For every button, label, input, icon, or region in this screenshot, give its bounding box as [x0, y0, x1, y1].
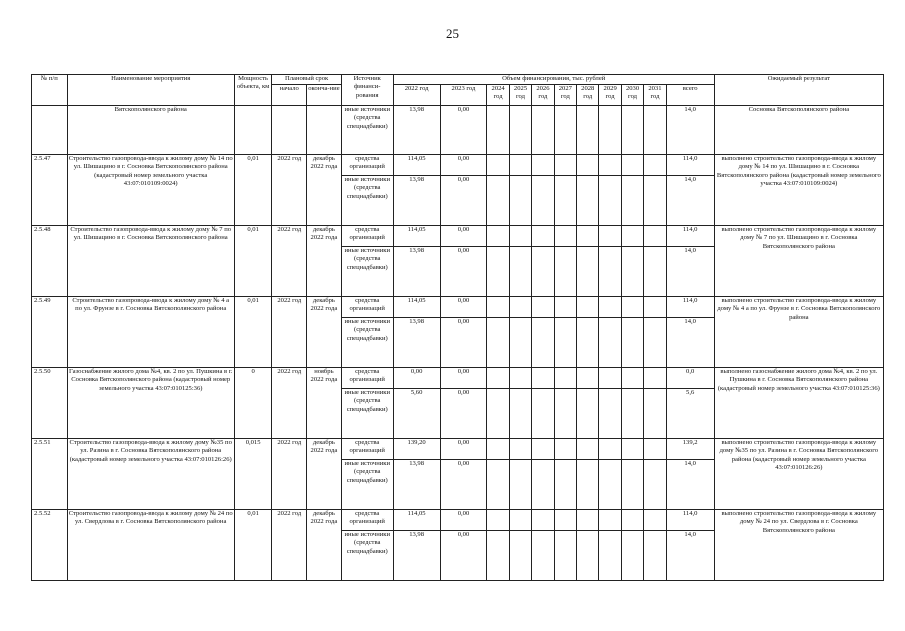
source-organizations: средства организаций	[341, 439, 393, 460]
funding-2022: 114,05	[393, 155, 440, 176]
expected-result: выполнено строительство газопровода-ввода к жилому дому № 14 по ул. Шишацино в г. Сосновка Вятскополянского района (кадастровый номер земельного участка 43:07:010109:0024)	[714, 155, 883, 226]
source-organizations: средства организаций	[341, 297, 393, 318]
capacity-value: 0,01	[234, 226, 272, 297]
funding-total: 14,0	[666, 176, 714, 226]
source-other: иные источники (средства спецнадбавки)	[341, 247, 393, 297]
expected-result: выполнено строительство газопровода-ввода к жилому дому № 7 по ул. Шишацино в г. Сосновка Вятскополянского района	[714, 226, 883, 297]
row-number: 2.5.51	[32, 439, 68, 510]
table-row	[32, 226, 884, 247]
continuation-2022: 13,98	[393, 106, 440, 155]
header-year: 2023 год	[440, 85, 487, 106]
funding-total: 114,0	[666, 226, 714, 247]
header-result: Ожидаемый результат	[714, 75, 883, 106]
table-row	[32, 155, 884, 176]
funding-total: 114,0	[666, 155, 714, 176]
measure-name: Строительство газопровода-ввода к жилому дому № 7 по ул. Шишацино в г. Сосновка Вятскополянского района	[67, 226, 234, 297]
funding-2023: 0,00	[440, 176, 487, 226]
end-term: декабрь 2022 года	[307, 297, 342, 368]
measure-name: Строительство газопровода-ввода к жилому дому № 14 по ул. Шишацино в г. Сосновка Вятскополянского района (кадастровый номер земельного участка 43:07:010109:0024)	[67, 155, 234, 226]
funding-table	[31, 74, 884, 581]
funding-2022: 13,98	[393, 318, 440, 368]
end-term: декабрь 2022 года	[307, 155, 342, 226]
funding-2023: 0,00	[440, 297, 487, 318]
continuation-source: иные источники (средства спецнадбавки)	[341, 106, 393, 155]
start-term: 2022 год	[272, 155, 307, 226]
header-year: 2025 год	[509, 85, 531, 106]
row-number: 2.5.49	[32, 297, 68, 368]
expected-result: выполнено строительство газопровода-ввода к жилому дому № 24 по ул. Свердлова в г. Сосновка Вятскополянского района	[714, 510, 883, 581]
funding-2022: 13,98	[393, 247, 440, 297]
funding-2022: 13,98	[393, 460, 440, 510]
funding-2023: 0,00	[440, 226, 487, 247]
table-row	[32, 439, 884, 460]
row-number: 2.5.48	[32, 226, 68, 297]
source-other: иные источники (средства спецнадбавки)	[341, 176, 393, 226]
start-term: 2022 год	[272, 368, 307, 439]
row-number: 2.5.52	[32, 510, 68, 581]
funding-2022: 139,20	[393, 439, 440, 460]
expected-result: выполнено строительство газопровода-ввода к жилому дому № 4 а по ул. Фрунзе в г. Сосновка Вятскополянского района	[714, 297, 883, 368]
funding-2023: 0,00	[440, 510, 487, 531]
capacity-value: 0,01	[234, 510, 272, 581]
end-term: декабрь 2022 года	[307, 226, 342, 297]
funding-2022: 13,98	[393, 176, 440, 226]
measure-name: Строительство газопровода-ввода к жилому дому № 4 а по ул. Фрунзе в г. Сосновка Вятскополянского района	[67, 297, 234, 368]
funding-total: 139,2	[666, 439, 714, 460]
funding-2023: 0,00	[440, 389, 487, 439]
source-other: иные источники (средства спецнадбавки)	[341, 389, 393, 439]
continuation-name: Вятскополянского района	[67, 106, 234, 155]
source-other: иные источники (средства спецнадбавки)	[341, 531, 393, 581]
row-number: 2.5.47	[32, 155, 68, 226]
table-header	[32, 75, 884, 106]
start-term: 2022 год	[272, 439, 307, 510]
header-num: № п/п	[32, 75, 68, 106]
source-other: иные источники (средства спецнадбавки)	[341, 318, 393, 368]
header-source: Источник финанси-рования	[341, 75, 393, 106]
table-body	[32, 155, 884, 581]
continuation-total: 14,0	[666, 106, 714, 155]
funding-2023: 0,00	[440, 318, 487, 368]
source-other: иные источники (средства спецнадбавки)	[341, 460, 393, 510]
header-funding: Объем финансирования, тыс. рублей	[393, 75, 714, 85]
capacity-value: 0	[234, 368, 272, 439]
start-term: 2022 год	[272, 510, 307, 581]
table-row	[32, 368, 884, 389]
source-organizations: средства организаций	[341, 510, 393, 531]
funding-total: 5,6	[666, 389, 714, 439]
header-term: Плановый срок	[272, 75, 341, 85]
header-year: 2024 год	[487, 85, 509, 106]
measure-name: Строительство газопровода-ввода к жилому дому № 24 по ул. Свердлова в г. Сосновка Вятскополянского района	[67, 510, 234, 581]
header-start: начало	[272, 85, 307, 106]
funding-total: 14,0	[666, 531, 714, 581]
measure-name: Строительство газопровода-ввода к жилому дому №35 по ул. Разина в г. Сосновка Вятскополянского района (кадастровый номер земельного участка 43:07:010126:26)	[67, 439, 234, 510]
end-term: ноябрь 2022 года	[307, 368, 342, 439]
header-year: 2026 год	[532, 85, 554, 106]
funding-2022: 114,05	[393, 510, 440, 531]
header-year: 2029 год	[599, 85, 621, 106]
header-end: оконча-ние	[307, 85, 342, 106]
funding-2022: 0,00	[393, 368, 440, 389]
start-term: 2022 год	[272, 297, 307, 368]
header-year: 2030 год	[621, 85, 643, 106]
header-year: 2028 год	[577, 85, 599, 106]
end-term: декабрь 2022 года	[307, 510, 342, 581]
measure-name: Газоснабжение жилого дома №4, кв. 2 по ул. Пушкина в г. Сосновка Вятскополянского района (кадастровый номер земельного участка 43:07:010125:36)	[67, 368, 234, 439]
source-organizations: средства организаций	[341, 155, 393, 176]
continuation-row	[32, 106, 884, 155]
funding-total: 0,0	[666, 368, 714, 389]
funding-2023: 0,00	[440, 439, 487, 460]
page-number: 25	[446, 26, 459, 41]
funding-total: 14,0	[666, 318, 714, 368]
funding-2023: 0,00	[440, 460, 487, 510]
funding-2023: 0,00	[440, 368, 487, 389]
table-row	[32, 510, 884, 531]
table-row	[32, 297, 884, 318]
funding-2023: 0,00	[440, 155, 487, 176]
continuation-result: Сосновка Вятскополянского района	[714, 106, 883, 155]
source-organizations: средства организаций	[341, 368, 393, 389]
funding-2022: 114,05	[393, 297, 440, 318]
capacity-value: 0,01	[234, 155, 272, 226]
header-name: Наименование мероприятия	[67, 75, 234, 106]
funding-2022: 13,98	[393, 531, 440, 581]
header-year: 2022 год	[393, 85, 440, 106]
row-number: 2.5.50	[32, 368, 68, 439]
funding-2022: 5,60	[393, 389, 440, 439]
continuation-2023: 0,00	[440, 106, 487, 155]
header-year: 2031 год	[644, 85, 666, 106]
funding-total: 114,0	[666, 510, 714, 531]
funding-total: 14,0	[666, 247, 714, 297]
end-term: декабрь 2022 года	[307, 439, 342, 510]
header-total: всего	[666, 85, 714, 106]
start-term: 2022 год	[272, 226, 307, 297]
funding-2023: 0,00	[440, 531, 487, 581]
header-year: 2027 год	[554, 85, 576, 106]
funding-total: 114,0	[666, 297, 714, 318]
capacity-value: 0,01	[234, 297, 272, 368]
source-organizations: средства организаций	[341, 226, 393, 247]
capacity-value: 0,015	[234, 439, 272, 510]
funding-total: 14,0	[666, 460, 714, 510]
expected-result: выполнено газоснабжение жилого дома №4, кв. 2 по ул. Пушкина в г. Сосновка Вятскополянского района (кадастровый номер земельного участка 43:07:010125:36)	[714, 368, 883, 439]
expected-result: выполнено строительство газопровода-ввода к жилому дому №35 по ул. Разина в г. Сосновка Вятскополянского района (кадастровый номер земельного участка 43:07:010126:26)	[714, 439, 883, 510]
header-capacity: Мощность объекта, км	[234, 75, 272, 106]
funding-2023: 0,00	[440, 247, 487, 297]
funding-2022: 114,05	[393, 226, 440, 247]
